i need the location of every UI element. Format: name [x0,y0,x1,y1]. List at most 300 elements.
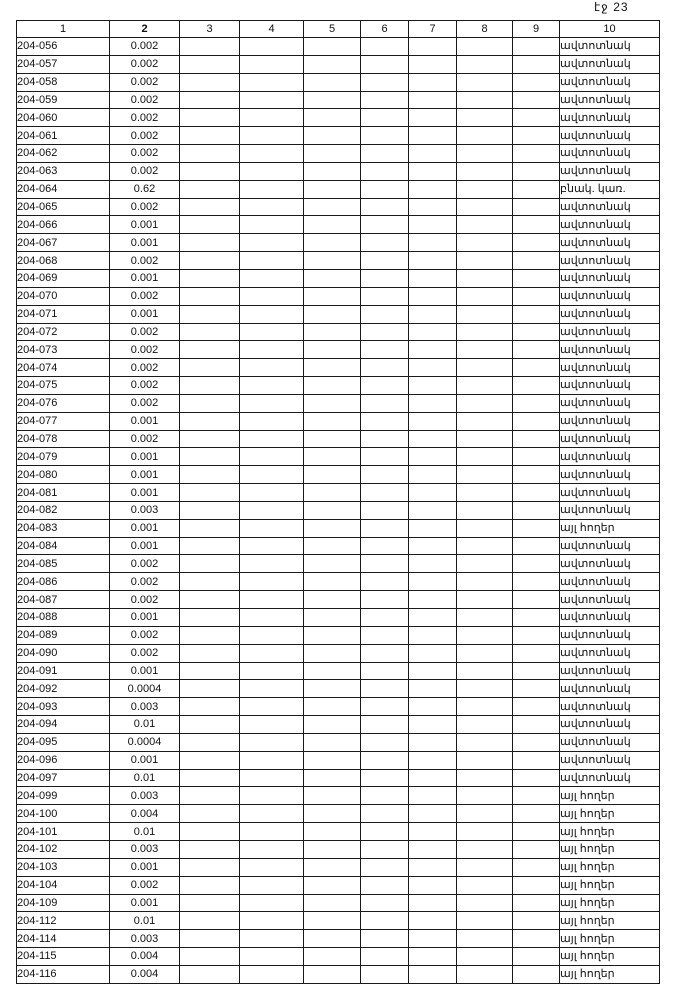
table-row [17,555,660,573]
land-use-cell: ավտոտնակ [560,55,660,73]
area-value-cell: 0.002 [110,287,180,305]
empty-cell [513,698,560,716]
empty-cell [513,751,560,769]
empty-cell [304,519,361,537]
empty-cell [457,823,513,841]
empty-cell [457,716,513,734]
column-header: 8 [457,21,513,38]
empty-cell [409,965,457,983]
empty-cell [304,234,361,252]
empty-cell [409,73,457,91]
empty-cell [409,55,457,73]
empty-cell [180,394,240,412]
empty-cell [240,965,304,983]
empty-cell [457,377,513,395]
area-value-cell: 0.003 [110,930,180,948]
table-row [17,162,660,180]
empty-cell [180,323,240,341]
empty-cell [180,537,240,555]
area-value-cell: 0.004 [110,948,180,966]
empty-cell [180,823,240,841]
empty-cell [240,751,304,769]
empty-cell [180,38,240,56]
empty-cell [180,448,240,466]
empty-cell [361,287,409,305]
table-row [17,55,660,73]
area-value-cell: 0.001 [110,216,180,234]
empty-cell [361,965,409,983]
empty-cell [457,751,513,769]
empty-cell [180,644,240,662]
empty-cell [513,305,560,323]
empty-cell [361,38,409,56]
area-value-cell: 0.001 [110,609,180,627]
page-number: էջ 23 [594,0,629,14]
empty-cell [513,377,560,395]
empty-cell [513,965,560,983]
empty-cell [409,377,457,395]
empty-cell [409,519,457,537]
empty-cell [361,341,409,359]
empty-cell [361,698,409,716]
parcel-code-cell: 204-069 [17,269,110,287]
empty-cell [240,609,304,627]
table-row [17,287,660,305]
empty-cell [513,198,560,216]
parcel-code-cell: 204-104 [17,876,110,894]
land-use-cell: ավտոտնակ [560,501,660,519]
empty-cell [409,876,457,894]
table-row [17,484,660,502]
empty-cell [361,377,409,395]
empty-cell [304,430,361,448]
empty-cell [457,840,513,858]
empty-cell [361,840,409,858]
land-use-cell: ավտոտնակ [560,644,660,662]
table-row [17,609,660,627]
empty-cell [240,109,304,127]
empty-cell [304,644,361,662]
empty-cell [513,894,560,912]
empty-cell [513,287,560,305]
empty-cell [361,412,409,430]
table-row [17,823,660,841]
table-row [17,412,660,430]
empty-cell [513,787,560,805]
empty-cell [304,894,361,912]
land-use-cell: այլ հողեր [560,519,660,537]
empty-cell [180,180,240,198]
empty-cell [240,662,304,680]
empty-cell [457,662,513,680]
empty-cell [361,823,409,841]
area-value-cell: 0.002 [110,91,180,109]
land-use-cell: ավտոտնակ [560,680,660,698]
empty-cell [361,537,409,555]
empty-cell [240,733,304,751]
empty-cell [409,234,457,252]
empty-cell [513,573,560,591]
empty-cell [240,858,304,876]
empty-cell [457,769,513,787]
parcel-code-cell: 204-066 [17,216,110,234]
empty-cell [240,840,304,858]
parcel-code-cell: 204-078 [17,430,110,448]
empty-cell [304,91,361,109]
area-value-cell: 0.01 [110,823,180,841]
table-row [17,591,660,609]
area-value-cell: 0.0004 [110,680,180,698]
empty-cell [409,840,457,858]
area-value-cell: 0.002 [110,38,180,56]
table-row [17,519,660,537]
land-use-cell: ավտոտնակ [560,716,660,734]
empty-cell [304,412,361,430]
empty-cell [240,716,304,734]
empty-cell [304,501,361,519]
table-row [17,894,660,912]
empty-cell [457,216,513,234]
empty-cell [457,73,513,91]
empty-cell [240,876,304,894]
area-value-cell: 0.003 [110,787,180,805]
empty-cell [361,626,409,644]
empty-cell [409,484,457,502]
empty-cell [304,466,361,484]
land-use-cell: ավտոտնակ [560,73,660,91]
empty-cell [409,733,457,751]
empty-cell [457,501,513,519]
parcel-code-cell: 204-090 [17,644,110,662]
land-use-cell: բնակ. կառ. [560,180,660,198]
empty-cell [361,305,409,323]
empty-cell [409,555,457,573]
empty-cell [361,948,409,966]
parcel-code-cell: 204-100 [17,805,110,823]
empty-cell [304,448,361,466]
area-value-cell: 0.002 [110,644,180,662]
area-value-cell: 0.002 [110,359,180,377]
column-header: 10 [560,21,660,38]
land-use-cell: ավտոտնակ [560,555,660,573]
empty-cell [457,537,513,555]
empty-cell [513,484,560,502]
empty-cell [180,930,240,948]
empty-cell [409,716,457,734]
empty-cell [409,805,457,823]
empty-cell [361,269,409,287]
empty-cell [240,805,304,823]
empty-cell [180,73,240,91]
empty-cell [513,252,560,270]
empty-cell [180,305,240,323]
empty-cell [180,591,240,609]
empty-cell [180,109,240,127]
land-use-cell: ավտոտնակ [560,252,660,270]
table-row [17,573,660,591]
column-header: 9 [513,21,560,38]
land-use-cell: ավտոտնակ [560,38,660,56]
empty-cell [409,252,457,270]
empty-cell [304,948,361,966]
empty-cell [361,769,409,787]
table-row [17,805,660,823]
area-value-cell: 0.001 [110,519,180,537]
land-use-cell: ավտոտնակ [560,537,660,555]
area-value-cell: 0.001 [110,537,180,555]
empty-cell [409,751,457,769]
empty-cell [513,448,560,466]
empty-cell [180,733,240,751]
empty-cell [240,930,304,948]
empty-cell [180,466,240,484]
parcel-code-cell: 204-088 [17,609,110,627]
empty-cell [513,501,560,519]
table-row [17,716,660,734]
land-use-cell: այլ հողեր [560,876,660,894]
empty-cell [513,858,560,876]
area-value-cell: 0.002 [110,555,180,573]
empty-cell [240,305,304,323]
table-row [17,305,660,323]
column-header: 1 [17,21,110,38]
parcel-code-cell: 204-087 [17,591,110,609]
empty-cell [304,305,361,323]
empty-cell [457,109,513,127]
empty-cell [361,323,409,341]
table-row [17,377,660,395]
empty-cell [240,787,304,805]
empty-cell [304,591,361,609]
area-value-cell: 0.001 [110,858,180,876]
land-use-cell: ավտոտնակ [560,377,660,395]
table-row [17,448,660,466]
area-value-cell: 0.01 [110,912,180,930]
empty-cell [180,519,240,537]
empty-cell [361,180,409,198]
empty-cell [409,287,457,305]
empty-cell [240,55,304,73]
empty-cell [513,805,560,823]
empty-cell [409,269,457,287]
column-header: 7 [409,21,457,38]
empty-cell [457,912,513,930]
empty-cell [180,805,240,823]
parcel-code-cell: 204-077 [17,412,110,430]
empty-cell [409,216,457,234]
land-use-cell: այլ հողեր [560,805,660,823]
empty-cell [457,359,513,377]
parcel-code-cell: 204-116 [17,965,110,983]
parcel-code-cell: 204-112 [17,912,110,930]
empty-cell [240,38,304,56]
empty-cell [361,894,409,912]
empty-cell [361,787,409,805]
empty-cell [457,858,513,876]
empty-cell [457,965,513,983]
empty-cell [457,948,513,966]
empty-cell [457,198,513,216]
empty-cell [513,626,560,644]
empty-cell [513,430,560,448]
empty-cell [409,662,457,680]
area-value-cell: 0.002 [110,73,180,91]
empty-cell [304,555,361,573]
empty-cell [513,269,560,287]
area-value-cell: 0.003 [110,840,180,858]
empty-cell [361,234,409,252]
empty-cell [457,127,513,145]
empty-cell [240,394,304,412]
table-row [17,145,660,163]
column-header: 4 [240,21,304,38]
area-value-cell: 0.002 [110,394,180,412]
empty-cell [361,216,409,234]
empty-cell [304,858,361,876]
parcel-code-cell: 204-057 [17,55,110,73]
empty-cell [457,680,513,698]
empty-cell [409,591,457,609]
table-row [17,216,660,234]
parcel-code-cell: 204-084 [17,537,110,555]
empty-cell [513,162,560,180]
empty-cell [361,662,409,680]
empty-cell [304,73,361,91]
empty-cell [513,609,560,627]
empty-cell [361,519,409,537]
empty-cell [240,519,304,537]
empty-cell [304,769,361,787]
empty-cell [513,127,560,145]
empty-cell [304,180,361,198]
empty-cell [180,912,240,930]
area-value-cell: 0.002 [110,626,180,644]
empty-cell [240,91,304,109]
empty-cell [513,180,560,198]
land-use-cell: այլ հողեր [560,823,660,841]
land-use-cell: ավտոտնակ [560,91,660,109]
empty-cell [240,484,304,502]
empty-cell [240,412,304,430]
empty-cell [513,519,560,537]
empty-cell [180,948,240,966]
area-value-cell: 0.003 [110,698,180,716]
empty-cell [409,305,457,323]
empty-cell [240,894,304,912]
empty-cell [409,609,457,627]
table-row [17,359,660,377]
empty-cell [361,930,409,948]
empty-cell [180,501,240,519]
empty-cell [304,716,361,734]
table-row [17,252,660,270]
empty-cell [304,252,361,270]
empty-cell [457,145,513,163]
empty-cell [409,948,457,966]
empty-cell [513,55,560,73]
land-use-cell: այլ հողեր [560,787,660,805]
empty-cell [240,323,304,341]
empty-cell [304,537,361,555]
area-value-cell: 0.004 [110,965,180,983]
empty-cell [457,466,513,484]
header-row [17,21,660,38]
empty-cell [180,234,240,252]
empty-cell [513,91,560,109]
empty-cell [457,55,513,73]
empty-cell [240,537,304,555]
empty-cell [240,341,304,359]
table-row [17,269,660,287]
empty-cell [513,840,560,858]
empty-cell [304,377,361,395]
table-row [17,698,660,716]
empty-cell [240,948,304,966]
empty-cell [457,733,513,751]
land-use-cell: ավտոտնակ [560,609,660,627]
empty-cell [409,412,457,430]
parcel-code-cell: 204-074 [17,359,110,377]
empty-cell [240,377,304,395]
empty-cell [409,823,457,841]
empty-cell [361,198,409,216]
area-value-cell: 0.001 [110,412,180,430]
empty-cell [457,876,513,894]
land-use-cell: ավտոտնակ [560,127,660,145]
land-use-cell: ավտոտնակ [560,234,660,252]
empty-cell [457,519,513,537]
area-value-cell: 0.01 [110,716,180,734]
table-row [17,180,660,198]
empty-cell [513,823,560,841]
empty-cell [513,662,560,680]
empty-cell [409,109,457,127]
empty-cell [361,591,409,609]
empty-cell [513,680,560,698]
area-value-cell: 0.002 [110,198,180,216]
empty-cell [409,912,457,930]
parcel-code-cell: 204-083 [17,519,110,537]
empty-cell [457,234,513,252]
empty-cell [180,894,240,912]
empty-cell [457,609,513,627]
area-value-cell: 0.002 [110,573,180,591]
area-value-cell: 0.004 [110,805,180,823]
empty-cell [409,858,457,876]
column-header: 6 [361,21,409,38]
table-row [17,341,660,359]
area-value-cell: 0.001 [110,466,180,484]
empty-cell [240,644,304,662]
empty-cell [457,430,513,448]
empty-cell [304,287,361,305]
table-row [17,680,660,698]
table-row [17,912,660,930]
empty-cell [457,412,513,430]
empty-cell [513,323,560,341]
empty-cell [409,894,457,912]
empty-cell [304,751,361,769]
empty-cell [457,91,513,109]
area-value-cell: 0.002 [110,430,180,448]
empty-cell [180,430,240,448]
empty-cell [361,876,409,894]
empty-cell [409,644,457,662]
empty-cell [513,234,560,252]
empty-cell [409,680,457,698]
empty-cell [304,787,361,805]
empty-cell [361,501,409,519]
